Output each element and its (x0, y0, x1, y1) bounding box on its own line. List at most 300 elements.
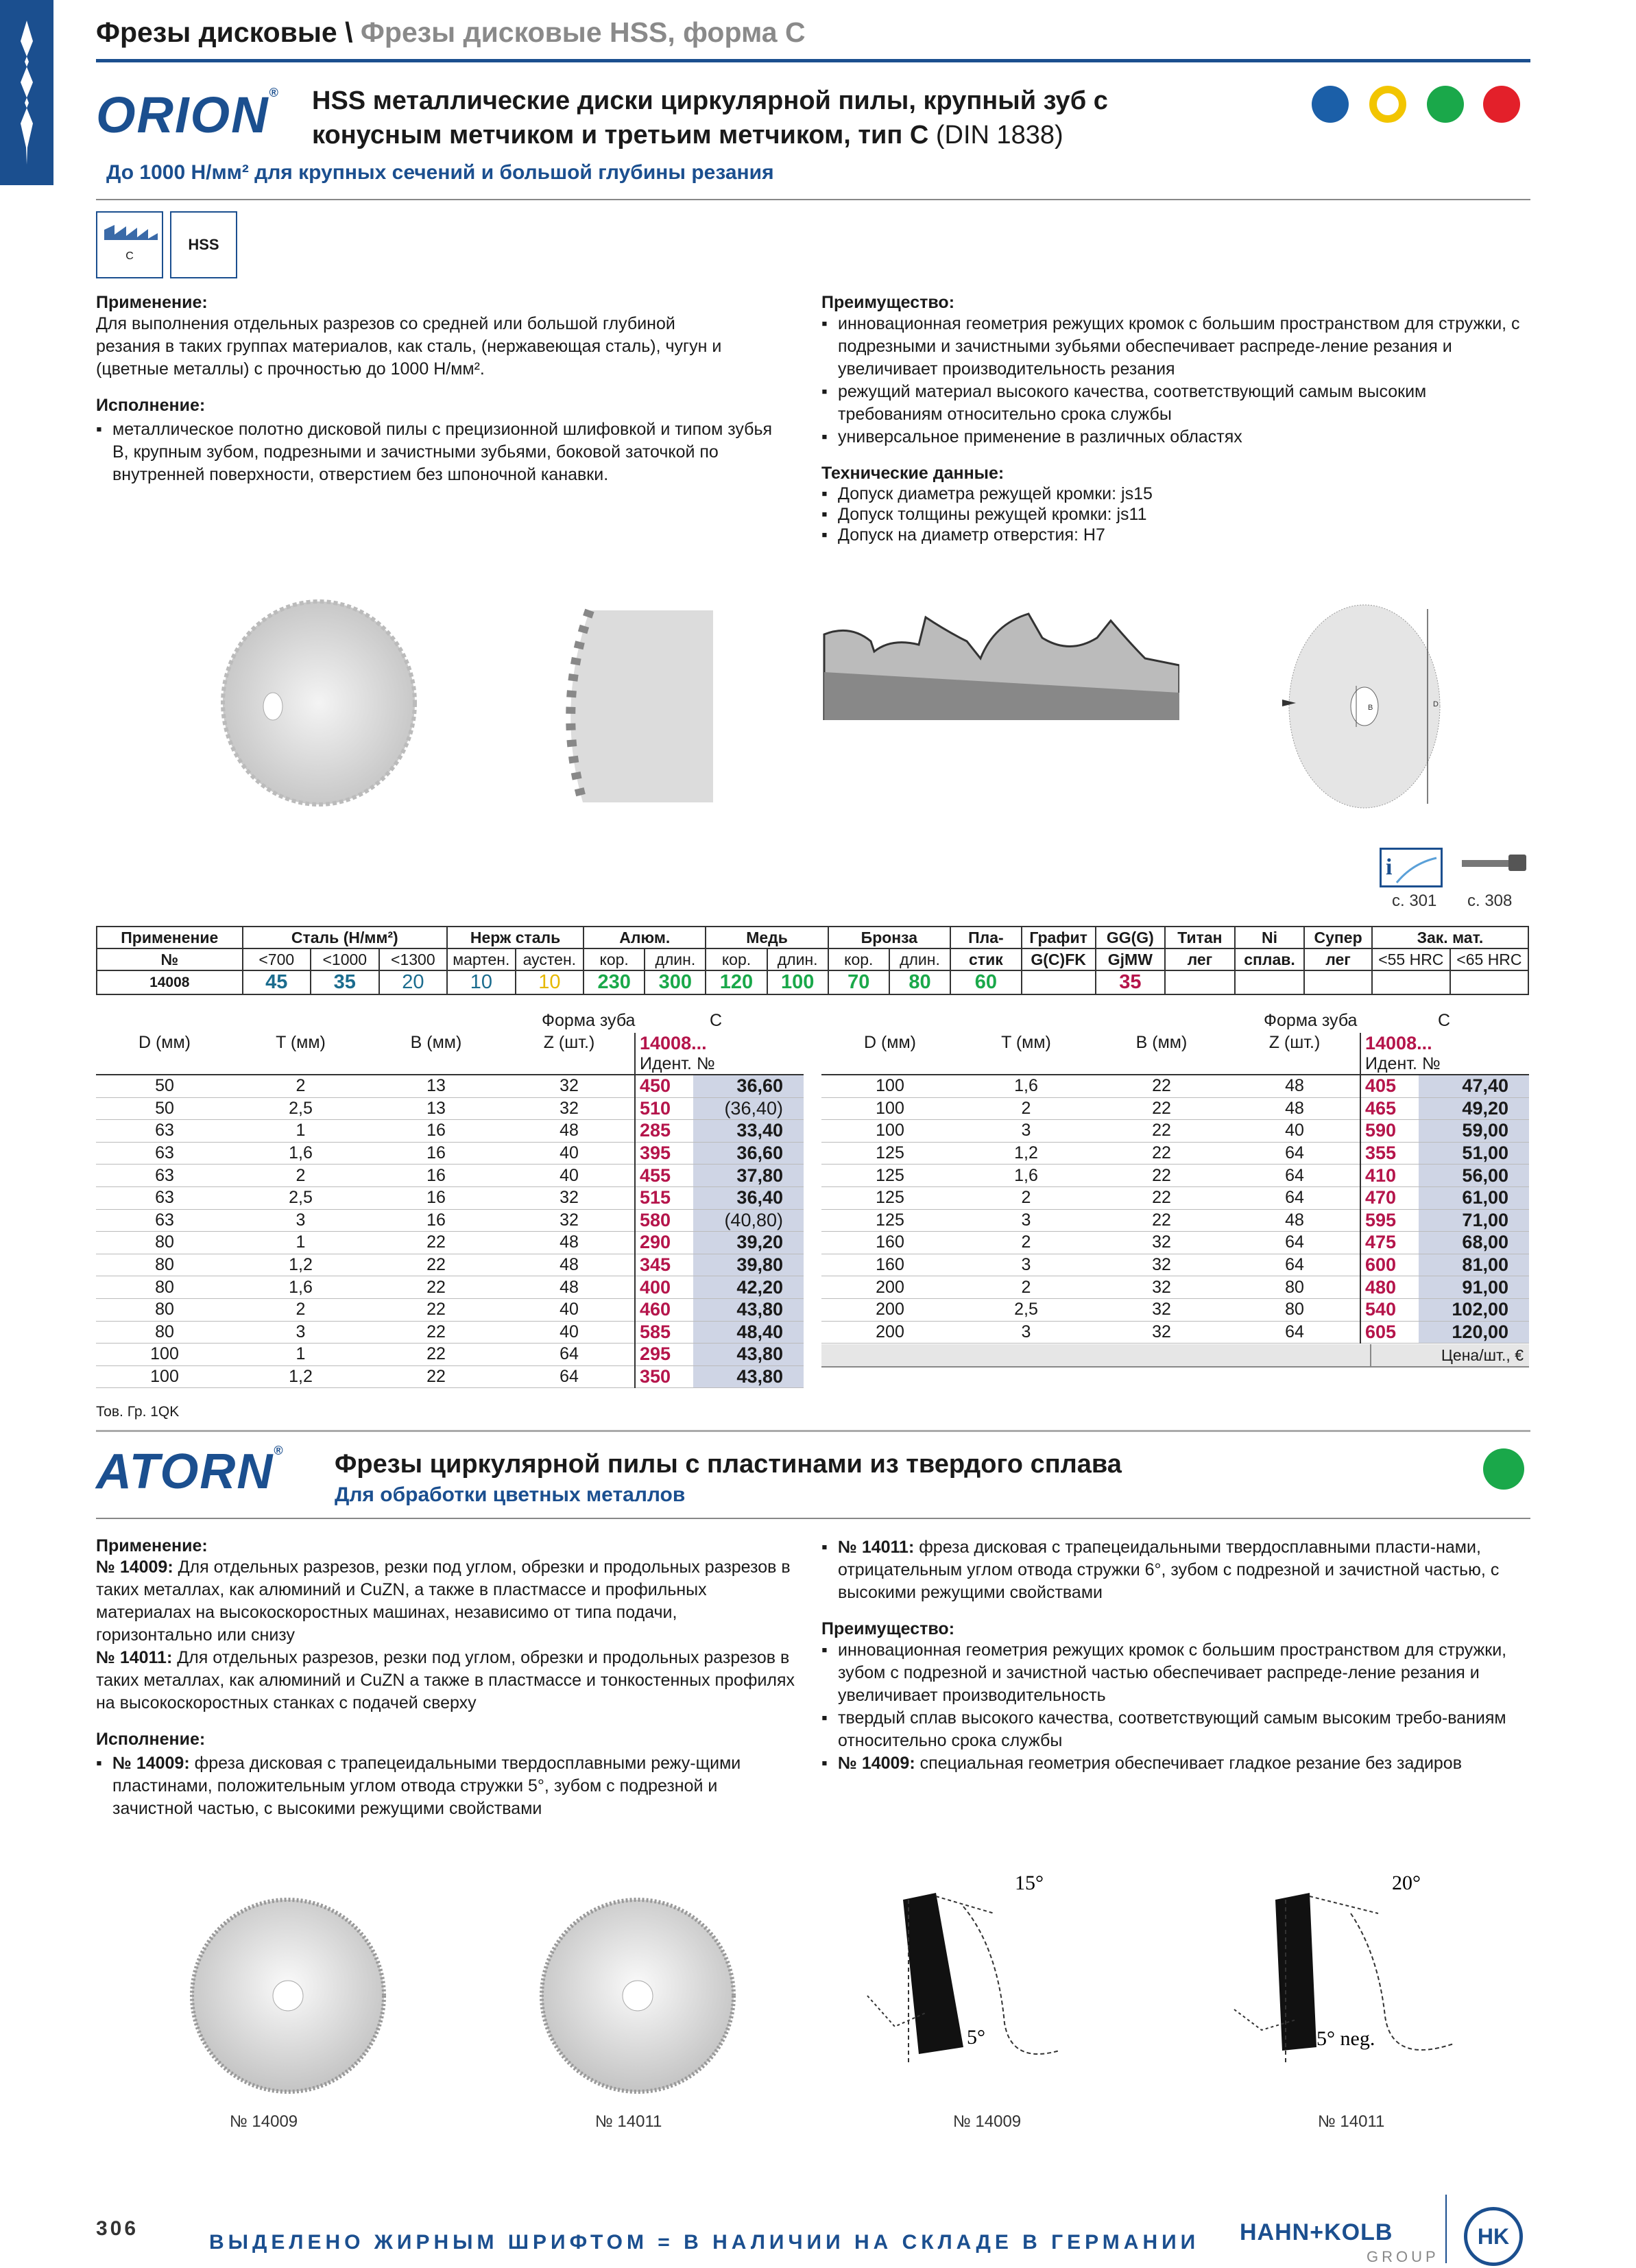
mat-h: Медь (706, 927, 828, 948)
size-cell: 80 (96, 1321, 233, 1344)
tech-bullet: ▪ Допуск на диаметр отверстия: H7 (821, 525, 1528, 545)
carbide-saw-14009-image (185, 1893, 391, 2099)
size-cell: 125 (821, 1209, 959, 1232)
size-cell: 125 (821, 1165, 959, 1187)
size-cell: 64 (1229, 1142, 1360, 1165)
size-cell: 3 (959, 1209, 1094, 1232)
mat-value-cell: 230 (584, 970, 645, 994)
size-cell: 48 (1229, 1075, 1360, 1097)
size-cell: 2 (233, 1298, 368, 1321)
table-row (96, 1254, 804, 1276)
atorn-left-text: Применение: № 14009: Для отдельных разрезов, резки под углом, обрезки и продольных разрезов в таких металлах, как алюминий и CuZN, а также в пластмассе и профильных материалах на высокоскоростных машинах, независимо от типа подачи, горизонтально или снизу № 14011: Для отдельных разрезов, резки под углом, обрезки и продольных разрезов в таких металлах, как алюминий и CuZN а также в пластмассе и тонкостенных профилях на высокоскоростных станках с подачей сверху Исполнение: ▪ № 14009: фреза дисковая с трапецеидальными твердосплавными режу-щими пластинами, положительным углом отвода стружки 5°, зубом с подрезной и зачистной частью, с высокими режущими свойствами (96, 1536, 795, 1820)
size-cell: 16 (368, 1186, 504, 1209)
sizes-table-left (96, 1033, 804, 1388)
size-cell: 2 (233, 1165, 368, 1187)
size-cell: 22 (1094, 1209, 1229, 1232)
ident-code[interactable]: 405 (1360, 1075, 1419, 1097)
size-cell: 32 (1094, 1232, 1229, 1254)
atorn-right-text (821, 1536, 1528, 1775)
col-d: D (мм) (821, 1033, 959, 1075)
size-cell: 80 (96, 1232, 233, 1254)
size-cell: 3 (233, 1321, 368, 1344)
mat-h: Пла- (950, 927, 1022, 948)
price-cell: 43,80 (693, 1344, 804, 1366)
size-cell: 48 (504, 1276, 635, 1299)
col-code: 14008... (640, 1033, 707, 1053)
size-cell: 48 (504, 1232, 635, 1254)
table-row (821, 1120, 1529, 1143)
mat-value-cell (1022, 970, 1096, 994)
size-cell: 200 (821, 1298, 959, 1321)
mat-value-cell (1235, 970, 1305, 994)
ident-code[interactable]: 540 (1360, 1298, 1419, 1321)
hk-logo-mark: HK (1464, 2207, 1523, 2266)
size-cell: 1,2 (233, 1254, 368, 1276)
size-cell: 40 (1229, 1120, 1360, 1143)
mat-value-cell: 10 (516, 970, 584, 994)
drill-icon (0, 0, 53, 185)
size-cell: 160 (821, 1254, 959, 1276)
mat-subheader-cell: кор. (828, 948, 889, 970)
size-cell: 32 (504, 1186, 635, 1209)
size-cell: 22 (1094, 1075, 1229, 1097)
mat-subheader-cell: длин. (645, 948, 706, 970)
saw-disc-detail-image (542, 604, 720, 809)
table-row (96, 1165, 804, 1187)
mat-h: Сталь (Н/мм²) (243, 927, 448, 948)
execution-bullet: ▪ № 14009: фреза дисковая с трапецеидальными твердосплавными режу-щими пластинами, положительным углом отвода стружки 5°, зубом с подрезной и зачистной частью, с высокими режущими свойствами (96, 1752, 795, 1820)
price-cell: 51,00 (1419, 1142, 1529, 1165)
forma-label-left: Форма зуба (542, 1011, 636, 1030)
ident-code[interactable]: 295 (635, 1344, 693, 1366)
advantage-title: Преимущество: (821, 293, 955, 312)
mat-subheader-cell: <65 HRC (1450, 948, 1528, 970)
size-cell: 40 (504, 1298, 635, 1321)
size-cell: 48 (1229, 1209, 1360, 1232)
application-line: (цветные металлы) с прочностью до 1000 Н/мм². (96, 359, 485, 379)
mat-subheader-cell: № (97, 948, 243, 970)
mat-h: Супер (1304, 927, 1371, 948)
size-cell: 3 (233, 1209, 368, 1232)
col-ident (635, 1033, 804, 1075)
size-cell: 3 (959, 1120, 1094, 1143)
price-cell: (40,80) (693, 1209, 804, 1232)
divider (96, 199, 1530, 200)
mat-value-cell: 10 (447, 970, 516, 994)
color-dot-green (1427, 86, 1464, 123)
mat-subheader-cell: <1300 (379, 948, 448, 970)
ident-code[interactable]: 580 (635, 1209, 693, 1232)
price-cell: 36,40 (693, 1186, 804, 1209)
size-cell: 1 (233, 1120, 368, 1143)
sizes-header-row (821, 1033, 1529, 1075)
table-row (96, 1321, 804, 1344)
size-cell: 32 (1094, 1321, 1229, 1344)
ident-code[interactable]: 590 (1360, 1120, 1419, 1143)
size-cell: 64 (504, 1365, 635, 1388)
ident-code[interactable]: 400 (635, 1276, 693, 1299)
price-cell: 43,80 (693, 1365, 804, 1388)
mat-subheader-cell: длин. (889, 948, 950, 970)
size-cell: 1,6 (233, 1142, 368, 1165)
price-cell: 71,00 (1419, 1209, 1529, 1232)
price-cell: 42,20 (693, 1276, 804, 1299)
mat-subheader-cell: лег (1165, 948, 1235, 970)
mat-h: GG(G) (1096, 927, 1166, 948)
size-cell: 64 (1229, 1165, 1360, 1187)
tooth-c-icon (97, 213, 162, 250)
table-row (821, 1142, 1529, 1165)
table-row (96, 1209, 804, 1232)
table-row (96, 1186, 804, 1209)
price-cell: 33,40 (693, 1120, 804, 1143)
advantage-bullet: ▪ № 14009: специальная геометрия обеспечивает гладкое резание без задиров (821, 1752, 1528, 1775)
size-cell: 22 (1094, 1186, 1229, 1209)
size-cell: 32 (1094, 1276, 1229, 1299)
size-cell: 3 (959, 1254, 1094, 1276)
mat-h: Зак. мат. (1372, 927, 1528, 948)
size-cell: 16 (368, 1209, 504, 1232)
table-row (821, 1321, 1529, 1344)
advantage-bullet: ▪ инновационная геометрия режущих кромок с большим пространством для стружки, зубом с подрезной и зачистной частью обеспечивает распреде-ление резания и увеличивает производительность (821, 1639, 1528, 1707)
size-cell: 1,2 (233, 1365, 368, 1388)
color-dot-blue (1312, 86, 1349, 123)
size-cell: 80 (96, 1276, 233, 1299)
size-cell: 50 (96, 1097, 233, 1120)
price-cell: 56,00 (1419, 1165, 1529, 1187)
size-cell: 40 (504, 1165, 635, 1187)
col-ident-label: Идент. № (1365, 1054, 1441, 1073)
price-cell: 81,00 (1419, 1254, 1529, 1276)
mat-value-cell: 80 (889, 970, 950, 994)
size-cell: 48 (504, 1254, 635, 1276)
table-row (821, 1186, 1529, 1209)
size-cell: 63 (96, 1186, 233, 1209)
size-cell: 22 (368, 1321, 504, 1344)
price-cell: 39,80 (693, 1254, 804, 1276)
table-row (96, 1097, 804, 1120)
mat-h: Применение (97, 927, 243, 948)
price-cell: 59,00 (1419, 1120, 1529, 1143)
price-cell: 36,60 (693, 1075, 804, 1097)
ident-code[interactable]: 475 (1360, 1232, 1419, 1254)
table-row (96, 1344, 804, 1366)
price-cell: 68,00 (1419, 1232, 1529, 1254)
size-cell: 32 (504, 1209, 635, 1232)
arbor-ref-icon[interactable] (1460, 850, 1529, 878)
col-t: T (мм) (959, 1033, 1094, 1075)
table-row (96, 1298, 804, 1321)
price-cell: 102,00 (1419, 1298, 1529, 1321)
atorn-logo: ATORN® (96, 1444, 285, 1499)
col-code: 14008... (1365, 1033, 1432, 1053)
size-cell: 2 (233, 1075, 368, 1097)
size-cell: 64 (1229, 1254, 1360, 1276)
size-cell: 63 (96, 1142, 233, 1165)
price-cell: 61,00 (1419, 1186, 1529, 1209)
tooth-type-badge: C (96, 211, 163, 278)
ident-code[interactable]: 515 (635, 1186, 693, 1209)
mat-value-cell: 20 (379, 970, 448, 994)
table-row (96, 1365, 804, 1388)
materials-header-row (97, 927, 1528, 948)
mat-subheader-cell: сплав. (1235, 948, 1305, 970)
caption-14009-drawing: № 14009 (953, 2112, 1022, 2131)
mat-subheader-cell: <1000 (311, 948, 379, 970)
mat-value-cell: 35 (1096, 970, 1166, 994)
sizes-table-right (821, 1033, 1529, 1344)
mat-h: Титан (1165, 927, 1235, 948)
size-cell: 22 (368, 1276, 504, 1299)
table-row (821, 1298, 1529, 1321)
mat-subheader-cell: длин. (767, 948, 828, 970)
size-cell: 100 (821, 1075, 959, 1097)
size-cell: 16 (368, 1142, 504, 1165)
price-cell: 47,40 (1419, 1075, 1529, 1097)
application-line: Для выполнения отдельных разрезов со средней или большой глубиной (96, 314, 675, 333)
size-cell: 50 (96, 1075, 233, 1097)
size-cell: 2 (959, 1186, 1094, 1209)
ident-code[interactable]: 395 (635, 1142, 693, 1165)
size-cell: 40 (504, 1321, 635, 1344)
angle-5: 5° (967, 2026, 985, 2049)
table-row (821, 1276, 1529, 1299)
col-t: T (мм) (233, 1033, 368, 1075)
mat-value-cell: 45 (243, 970, 311, 994)
advantage-title: Преимущество: (821, 1619, 955, 1638)
col-d: D (мм) (96, 1033, 233, 1075)
mat-subheader-cell: лег (1304, 948, 1371, 970)
table-row (96, 1232, 804, 1254)
price-cell: 48,40 (693, 1321, 804, 1344)
execution-bullet: ▪ № 14011: фреза дисковая с трапецеидальными твердосплавными пласти-нами, отрицательным углом отвода стружки 6°, зубом с подрезной и зачистной частью, с высокими режущими свойствами (821, 1536, 1528, 1604)
application-line: резания в таких группах материалов, как сталь, (нержавеющая сталь), чугун и (96, 337, 722, 356)
side-tab (0, 0, 53, 185)
mat-value-cell: 35 (311, 970, 379, 994)
mat-value-cell: 120 (706, 970, 767, 994)
ident-code[interactable]: 460 (635, 1298, 693, 1321)
group-label: GROUP (1367, 2248, 1439, 2265)
col-b: B (мм) (1094, 1033, 1229, 1075)
price-cell: 39,20 (693, 1232, 804, 1254)
stock-note: ВЫДЕЛЕНО ЖИРНЫМ ШРИФТОМ = В НАЛИЧИИ НА СКЛАДЕ В ГЕРМАНИИ (209, 2231, 1200, 2254)
size-cell: 80 (1229, 1276, 1360, 1299)
price-note-bar (821, 1344, 1529, 1368)
size-cell: 2,5 (233, 1186, 368, 1209)
ident-code[interactable]: 450 (635, 1075, 693, 1097)
execution-title: Исполнение: (96, 396, 206, 415)
ref-page-301[interactable]: с. 301 (1392, 892, 1437, 910)
hahn-kolb-logo: HAHN+KOLB (1240, 2219, 1393, 2245)
size-cell: 2,5 (233, 1097, 368, 1120)
price-cell: 43,80 (693, 1298, 804, 1321)
color-dot-yellow (1369, 86, 1406, 123)
size-cell: 1,2 (959, 1142, 1094, 1165)
size-cell: 32 (504, 1075, 635, 1097)
saw-disc-dimension-drawing (1275, 604, 1454, 809)
advantage-bullet: ▪ универсальное применение в различных областях (821, 426, 1528, 449)
advantage-bullet: ▪ инновационная геометрия режущих кромок с большим пространством для стружки, с подрезными и зачистными зубьями обеспечивает распреде-ление резания и увеличивает производительность резания (821, 313, 1528, 381)
mat-value-cell: 60 (950, 970, 1022, 994)
ident-code[interactable]: 585 (635, 1321, 693, 1344)
orion-subheading: До 1000 Н/мм² для крупных сечений и большой глубины резания (106, 161, 774, 184)
size-cell: 1,6 (959, 1165, 1094, 1187)
tooth-geometry-14009-drawing (861, 1859, 1100, 2064)
execution-bullet: ▪ металлическое полотно дисковой пилы с прецизионной шлифовкой и типом зубья B, крупным зубом, подрезными и зачистными зубьями, боковой заточкой по внутренней поверхности, отверстием без шпоночной канавки. (96, 418, 789, 486)
size-cell: 48 (504, 1120, 635, 1143)
forma-value-right: C (1438, 1011, 1451, 1030)
tooth-profile-drawing (823, 604, 1179, 720)
size-cell: 32 (1094, 1298, 1229, 1321)
size-cell: 64 (1229, 1321, 1360, 1344)
header-rule (96, 59, 1530, 62)
ident-code[interactable]: 605 (1360, 1321, 1419, 1344)
mat-subheader-cell: кор. (584, 948, 645, 970)
ident-code[interactable]: 355 (1360, 1142, 1419, 1165)
group-note: Тов. Гр. 1QK (96, 1404, 180, 1420)
col-b: B (мм) (368, 1033, 504, 1075)
size-cell: 63 (96, 1120, 233, 1143)
ident-code[interactable]: 345 (635, 1254, 693, 1276)
advantage-bullet: ▪ твердый сплав высокого качества, соответствующий самым высоким требо-ваниям относительно срока службы (821, 1707, 1528, 1752)
tech-title: Технические данные: (821, 464, 1005, 483)
application-title: Применение: (96, 1536, 208, 1555)
sizes-header-row (96, 1033, 804, 1075)
mat-value-cell (1450, 970, 1528, 994)
table-row (821, 1232, 1529, 1254)
size-cell: 64 (1229, 1186, 1360, 1209)
mat-h: Ni (1235, 927, 1305, 948)
size-cell: 2 (959, 1276, 1094, 1299)
forma-value-left: C (710, 1011, 723, 1030)
color-dot-green (1483, 1448, 1524, 1490)
mat-subheader-cell: стик (950, 948, 1022, 970)
ident-code[interactable]: 290 (635, 1232, 693, 1254)
ident-code[interactable]: 510 (635, 1097, 693, 1120)
carbide-saw-14011-image (535, 1893, 741, 2099)
angle-15: 15° (1015, 1872, 1044, 1894)
size-cell: 22 (368, 1298, 504, 1321)
size-cell: 63 (96, 1209, 233, 1232)
orion-right-text (821, 293, 1528, 545)
table-row (96, 1120, 804, 1143)
price-cell: 49,20 (1419, 1097, 1529, 1120)
mat-value-cell: 14008 (97, 970, 243, 994)
page-title: Фрезы дисковые \ Фрезы дисковые HSS, форма C (96, 16, 806, 48)
page-number: 306 (96, 2217, 139, 2240)
price-cell: 37,80 (693, 1165, 804, 1187)
size-cell: 13 (368, 1075, 504, 1097)
caption-14009: № 14009 (230, 2112, 298, 2131)
mat-h: Нерж сталь (447, 927, 584, 948)
mat-subheader-cell: аустен. (516, 948, 584, 970)
info-ref-icon[interactable] (1380, 848, 1443, 887)
size-cell: 200 (821, 1276, 959, 1299)
ident-code[interactable]: 410 (1360, 1165, 1419, 1187)
caption-14011: № 14011 (595, 2112, 662, 2131)
materials-table (96, 926, 1529, 995)
label-b: B (1368, 704, 1373, 712)
size-cell: 22 (368, 1344, 504, 1366)
size-cell: 80 (96, 1298, 233, 1321)
advantage-bullet: ▪ режущий материал высокого качества, соответствующий самым высоким требованиям относительно срока службы (821, 381, 1528, 426)
price-cell: (36,40) (693, 1097, 804, 1120)
mat-subheader-cell: GjMW (1096, 948, 1166, 970)
divider (96, 1518, 1530, 1519)
mat-h: Графит (1022, 927, 1096, 948)
mat-subheader-cell: <700 (243, 948, 311, 970)
size-cell: 22 (1094, 1097, 1229, 1120)
size-cell: 22 (1094, 1165, 1229, 1187)
mat-value-cell (1372, 970, 1450, 994)
ident-code[interactable]: 350 (635, 1365, 693, 1388)
ident-code[interactable]: 480 (1360, 1276, 1419, 1299)
table-row (96, 1075, 804, 1097)
size-cell: 32 (504, 1097, 635, 1120)
table-row (821, 1254, 1529, 1276)
size-cell: 16 (368, 1165, 504, 1187)
mat-subheader-cell: мартен. (447, 948, 516, 970)
angle-20: 20° (1392, 1872, 1421, 1894)
table-row (96, 1142, 804, 1165)
table-row (821, 1097, 1529, 1120)
orion-logo: ORION® (96, 86, 280, 143)
size-cell: 64 (1229, 1232, 1360, 1254)
size-cell: 64 (504, 1344, 635, 1366)
mat-subheader-cell: G(C)FK (1022, 948, 1096, 970)
mat-value-cell (1165, 970, 1235, 994)
size-cell: 32 (1094, 1254, 1229, 1276)
size-cell: 22 (368, 1365, 504, 1388)
size-cell: 40 (504, 1142, 635, 1165)
tech-bullet: ▪ Допуск диаметра режущей кромки: js15 (821, 484, 1528, 504)
size-cell: 100 (96, 1344, 233, 1366)
size-cell: 100 (821, 1120, 959, 1143)
hss-badge: HSS (170, 211, 237, 278)
table-row (96, 1276, 804, 1299)
svg-text:i: i (1386, 855, 1393, 880)
atorn-heading: Фрезы циркулярной пилы с пластинами из твердого сплава (335, 1450, 1122, 1479)
col-z: Z (шт.) (504, 1033, 635, 1075)
ident-code[interactable]: 595 (1360, 1209, 1419, 1232)
size-cell: 1,6 (233, 1276, 368, 1299)
orion-left-text (96, 293, 789, 486)
size-cell: 80 (1229, 1298, 1360, 1321)
size-cell: 125 (821, 1142, 959, 1165)
size-cell: 1 (233, 1232, 368, 1254)
atorn-subheading: Для обработки цветных металлов (335, 1483, 686, 1506)
col-ident (1360, 1033, 1529, 1075)
ident-code[interactable]: 455 (635, 1165, 693, 1187)
angle-5-neg: 5° neg. (1316, 2027, 1375, 2050)
ident-code[interactable]: 285 (635, 1120, 693, 1143)
size-cell: 22 (1094, 1142, 1229, 1165)
forma-label-right: Форма зуба (1264, 1011, 1358, 1030)
tech-bullet: ▪ Допуск толщины режущей кромки: js11 (821, 504, 1528, 525)
ident-code[interactable]: 600 (1360, 1254, 1419, 1276)
size-cell: 100 (96, 1365, 233, 1388)
size-cell: 22 (1094, 1120, 1229, 1143)
mat-subheader-cell: <55 HRC (1372, 948, 1450, 970)
table-row (821, 1075, 1529, 1097)
ident-code[interactable]: 470 (1360, 1186, 1419, 1209)
size-cell: 1,6 (959, 1075, 1094, 1097)
ref-page-308[interactable]: с. 308 (1467, 892, 1513, 910)
ident-code[interactable]: 465 (1360, 1097, 1419, 1120)
saw-disc-image (213, 597, 446, 809)
label-d: D (1433, 700, 1439, 708)
size-cell: 13 (368, 1097, 504, 1120)
